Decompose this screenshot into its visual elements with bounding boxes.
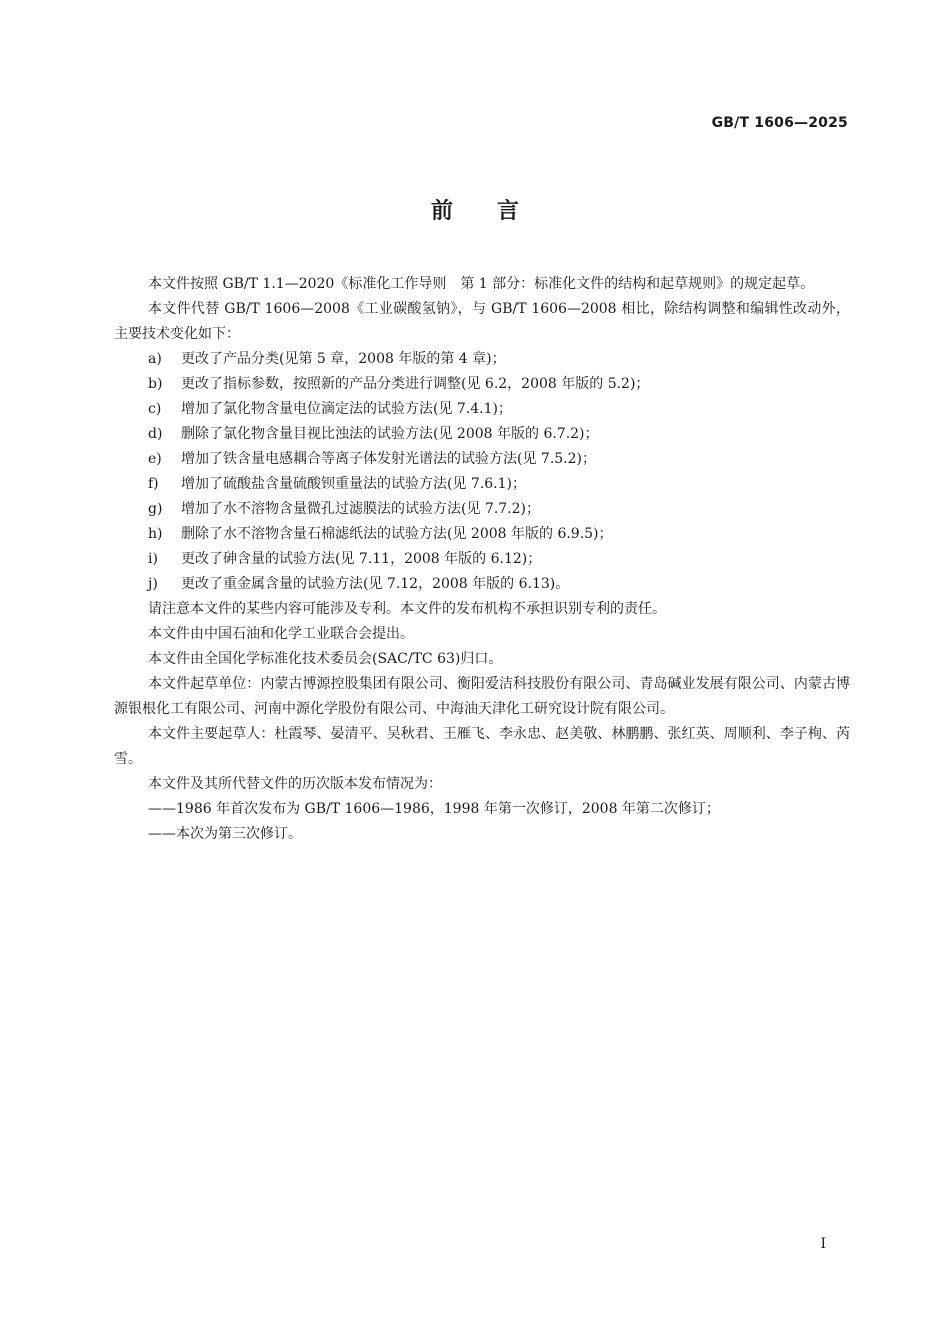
list-marker: d) xyxy=(148,426,163,442)
list-item xyxy=(114,447,850,472)
list-marker: a) xyxy=(148,351,162,367)
list-item-text: 删除了氯化物含量目视比浊法的试验方法(见 2008 年版的 6.7.2)； xyxy=(181,426,599,442)
list-item-text: 更改了产品分类(见第 5 章，2008 年版的第 4 章)； xyxy=(181,351,506,367)
list-item-text: 增加了水不溶物含量微孔过滤膜法的试验方法(见 7.7.2)； xyxy=(181,501,540,517)
list-marker: i) xyxy=(148,551,158,567)
list-item-text: 更改了指标参数，按照新的产品分类进行调整(见 6.2，2008 年版的 5.2)； xyxy=(181,376,650,392)
paragraph-replacement: 本文件代替 GB/T 1606—2008《工业碳酸氢钠》，与 GB/T 1606—2008 相比，除结构调整和编辑性改动外，主要技术变化如下： xyxy=(114,301,850,342)
list-item-text: 增加了铁含量电感耦合等离子体发射光谱法的试验方法(见 7.5.2)； xyxy=(181,451,596,467)
paragraph-drafting-units: 本文件起草单位：内蒙古博源控股集团有限公司、衡阳爱洁科技股份有限公司、青岛碱业发展有限公司、内蒙古博源银根化工有限公司、河南中源化学股份有限公司、中海油天津化工研究设计院有限公司。 xyxy=(114,676,850,717)
list-marker: f) xyxy=(148,476,159,492)
page-title: 前言 xyxy=(430,199,563,224)
list-item-text: 更改了重金属含量的试验方法(见 7.12，2008 年版的 6.13)。 xyxy=(181,576,570,592)
list-item-text: 增加了硫酸盐含量硫酸钡重量法的试验方法(见 7.6.1)； xyxy=(181,476,526,492)
list-item-text: 删除了水不溶物含量石棉滤纸法的试验方法(见 2008 年版的 6.9.5)； xyxy=(181,526,613,542)
list-item-text: 更改了砷含量的试验方法(见 7.11，2008 年版的 6.12)； xyxy=(181,551,542,567)
history-item: ——本次为第三次修订。 xyxy=(148,826,302,842)
list-marker: b) xyxy=(148,376,163,392)
paragraph-administrator: 本文件由全国化学标准化技术委员会(SAC/TC 63)归口。 xyxy=(148,651,503,667)
paragraph-history-intro: 本文件及其所代替文件的历次版本发布情况为： xyxy=(148,776,442,792)
page-number: I xyxy=(820,1236,826,1252)
list-item xyxy=(114,472,850,497)
list-item xyxy=(114,522,850,547)
paragraph-drafters: 本文件主要起草人：杜霞琴、晏清平、吴秋君、王雁飞、李永忠、赵美敬、林鹏鹏、张红英、周顺利、李子栒、芮雪。 xyxy=(114,726,850,767)
list-marker: c) xyxy=(148,401,162,417)
list-marker: g) xyxy=(148,501,163,517)
foreword-body xyxy=(114,272,850,847)
list-marker: j) xyxy=(148,576,158,592)
standard-number: GB/T 1606—2025 xyxy=(711,115,848,131)
changes-list xyxy=(114,347,850,597)
list-item xyxy=(114,372,850,397)
list-item xyxy=(114,497,850,522)
list-item xyxy=(114,397,850,422)
paragraph-proposer: 本文件由中国石油和化学工业联合会提出。 xyxy=(148,626,414,642)
paragraph-patent-notice: 请注意本文件的某些内容可能涉及专利。本文件的发布机构不承担识别专利的责任。 xyxy=(148,601,666,617)
list-item xyxy=(114,572,850,597)
list-item xyxy=(114,422,850,447)
history-item: ——1986 年首次发布为 GB/T 1606—1986，1998 年第一次修订，2008 年第二次修订； xyxy=(148,801,720,817)
list-marker: h) xyxy=(148,526,163,542)
list-item-text: 增加了氯化物含量电位滴定法的试验方法(见 7.4.1)； xyxy=(181,401,512,417)
list-item xyxy=(114,347,850,372)
paragraph-drafting-rules: 本文件按照 GB/T 1.1—2020《标准化工作导则 第 1 部分：标准化文件的结构和起草规则》的规定起草。 xyxy=(148,276,815,292)
list-marker: e) xyxy=(148,451,162,467)
list-item xyxy=(114,547,850,572)
